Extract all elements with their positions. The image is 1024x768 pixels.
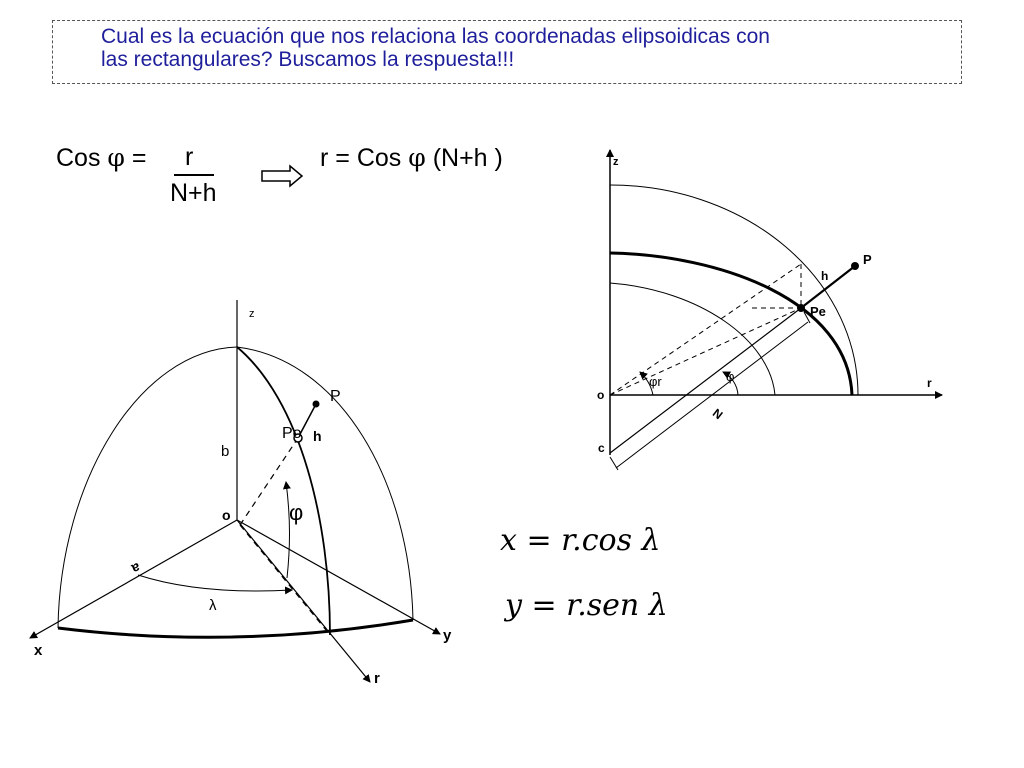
n-dimension-tick-1 [610, 457, 618, 470]
label-po: Po [282, 425, 302, 442]
formula-result-suffix: (N+h ) [425, 144, 503, 172]
formula-denominator: N+h [170, 179, 217, 207]
label-n: N [709, 405, 726, 423]
label-o-right: o [597, 388, 605, 402]
formula-cos: Cos [56, 144, 108, 172]
label-r: r [374, 670, 380, 687]
label-y: y [443, 627, 452, 644]
label-phi-r: φr [649, 374, 662, 389]
point-p [313, 401, 320, 408]
formula-phi: φ [107, 143, 125, 172]
label-x: x [34, 642, 43, 659]
label-o: o [222, 507, 231, 523]
x-equation: x = r.cos λ [500, 523, 661, 558]
meridian-section-figure [597, 150, 942, 470]
implies-arrow [262, 166, 302, 186]
label-phi-right: φ [726, 369, 735, 384]
formula-result-prefix: r = Cos [320, 144, 409, 172]
label-p: P [330, 388, 341, 405]
outer-circle-arc [610, 185, 858, 395]
formula-equals: = [124, 144, 147, 172]
label-h: h [313, 428, 322, 444]
label-z: z [249, 308, 255, 320]
meridian-x [58, 347, 237, 628]
ellipsoid-3d-figure [30, 300, 452, 687]
projection-dashed [240, 525, 326, 630]
label-pe: Pe [810, 304, 826, 319]
label-p-right: P [863, 252, 872, 267]
label-c: c [598, 441, 605, 455]
label-phi: φ [289, 500, 304, 525]
label-z-right: z [613, 156, 619, 168]
r-axis [237, 520, 370, 682]
label-a: a [129, 559, 143, 578]
label-r-right: r [927, 376, 932, 390]
point-p-right [851, 262, 859, 270]
lambda-angle-arc [138, 575, 292, 591]
formula-result-phi: φ [408, 143, 426, 172]
y-equation: y = r.sen λ [505, 588, 668, 623]
label-h-right: h [821, 269, 829, 283]
meridian-y [237, 347, 413, 620]
label-lambda: λ [209, 597, 217, 614]
meridian-p [237, 347, 330, 635]
phi-angle-arc [286, 482, 290, 578]
equator [58, 620, 413, 637]
point-pe [797, 304, 805, 312]
question-line-2: las rectangulares? Buscamos la respuesta!!! [101, 48, 515, 71]
question-line-1: Cual es la ecuación que nos relaciona las coordenadas elipsoidicas con [101, 25, 770, 48]
label-b: b [221, 443, 230, 460]
formula-numerator: r [185, 143, 194, 171]
